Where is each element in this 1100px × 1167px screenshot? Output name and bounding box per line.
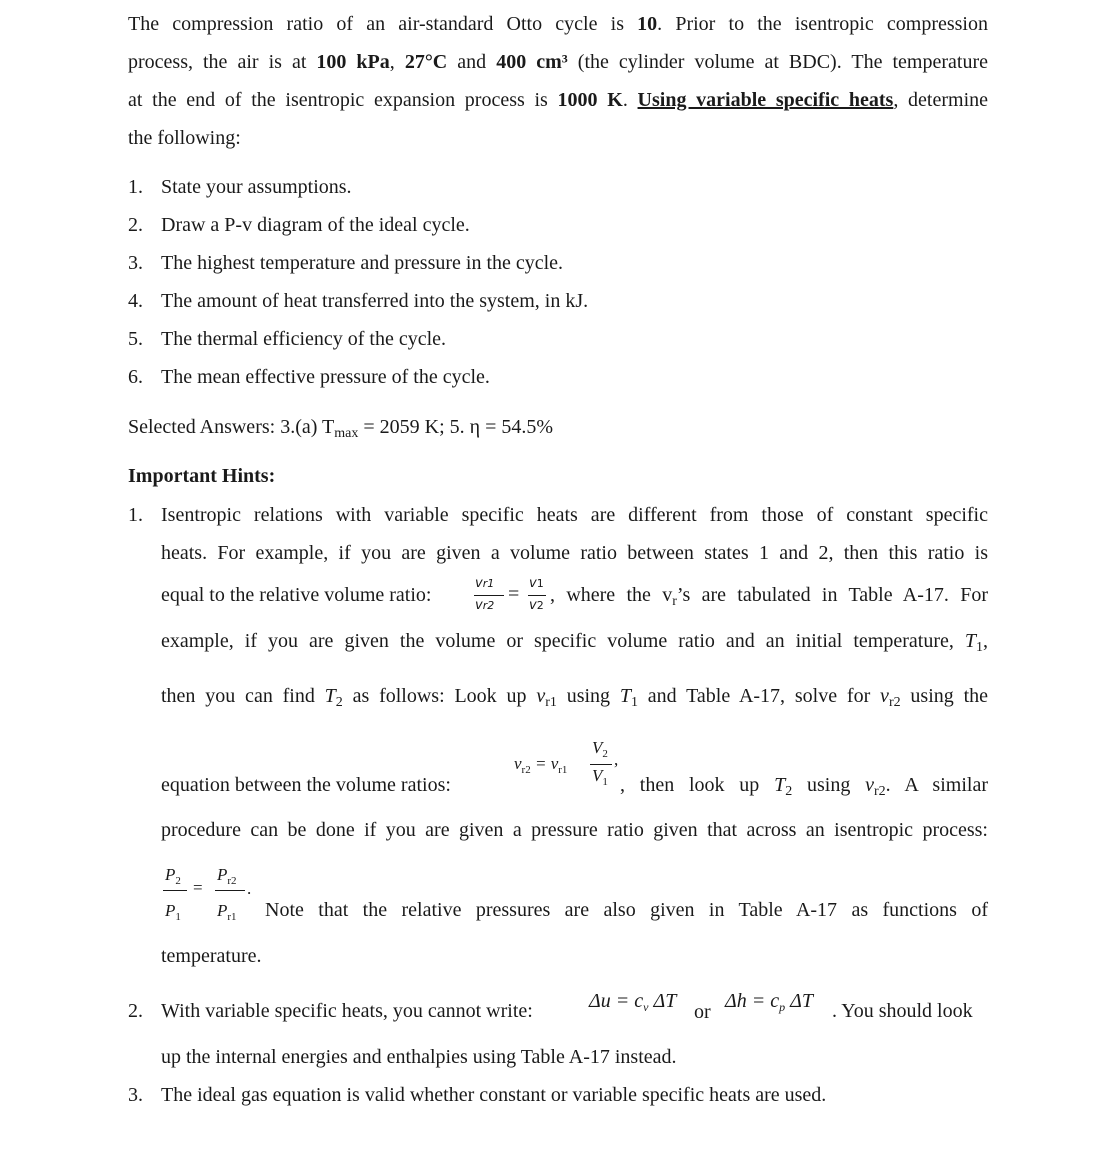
hint-2-text-start: With variable specific heats, you cannot write: [161, 1000, 533, 1022]
question-6-number: 6. [128, 366, 143, 388]
question-2-number: 2. [128, 214, 143, 236]
question-1-text: State your assumptions. [161, 176, 352, 198]
fraction-denominator: $P_{r1}$ [217, 901, 237, 923]
fraction-denominator: $V_1$ [592, 766, 608, 788]
internal-energy-equation: $\Delta u = c_v$ ΔT [589, 990, 677, 1014]
enthalpy-equation: $\Delta h = c_p$ ΔT [725, 990, 813, 1014]
fraction-bar [215, 890, 245, 891]
equals-sign: = [193, 878, 203, 897]
hint-1-line-8: Note that the relative pressures are also given in Table A-17 as functions of [265, 899, 988, 921]
question-2-text: Draw a P-v diagram of the ideal cycle. [161, 214, 470, 236]
problem-line-3: at the end of the isentropic expansion process is 1000 K. Using variable specific heats, determine [128, 89, 989, 111]
equation-lhs: $v_{r2} = v_{r1}$ [514, 754, 568, 776]
hint-1-number: 1. [128, 504, 143, 526]
fraction-bar [474, 595, 504, 596]
hint-2-line-2: up the internal energies and enthalpies using Table A-17 instead. [161, 1046, 677, 1068]
question-4-text: The amount of heat transferred into the system, in kJ. [161, 290, 589, 312]
selected-answers: Selected Answers: 3.(a) $T_{max} = 2059$ K; 5. η = 54.5% [128, 416, 554, 441]
relative-volume-fraction [471, 576, 511, 616]
hint-1-line-3-start: equal to the relative volume ratio: [161, 584, 432, 606]
fraction-numerator: $P_{r2}$ [217, 865, 237, 887]
hint-2-text-end: . You should look [832, 1000, 973, 1022]
fraction-bar [590, 764, 612, 765]
hint-1-line-5: then you can find $T_2$ as follows: Look up $v_{r1}$ using $T_1$ and Table A-17, solve for $v_{r2}$ using the [161, 685, 989, 710]
hint-1-line-9: temperature. [161, 945, 262, 967]
or-text: or [694, 1001, 711, 1023]
problem-line-2: process, the air is at 100 kPa, 27°C and 400 cm³ (the cylinder volume at BDC). The temperature [128, 51, 988, 73]
volume-ratio-equation [514, 738, 624, 790]
hint-1-line-4: example, if you are given the volume or specific volume ratio and an initial temperature, $T_1$, [161, 630, 988, 655]
question-5-text: The thermal efficiency of the cycle. [161, 328, 447, 350]
equation-period: . [247, 879, 252, 898]
hint-1-line-3-end: , where the $v_r’s$ are tabulated in Table A-17. For [550, 584, 988, 609]
question-4-number: 4. [128, 290, 143, 312]
hint-1-line-6-end: , then look up $T_2$ using $v_{r2}$. A similar [620, 774, 988, 799]
question-5-number: 5. [128, 328, 143, 350]
equation-comma: , [614, 750, 619, 769]
question-6-text: The mean effective pressure of the cycle. [161, 366, 490, 388]
pressure-ratio-equation [161, 865, 271, 925]
fraction-denominator: $P_1$ [165, 901, 181, 923]
question-3-number: 3. [128, 252, 143, 274]
fraction-numerator: v1 [529, 576, 544, 591]
hint-1-line-6-start: equation between the volume ratios: [161, 774, 451, 796]
fraction-numerator: vr1 [475, 576, 495, 591]
fraction-numerator: $V_2$ [592, 738, 608, 760]
hint-1-line-1: Isentropic relations with variable specific heats are different from those of constant specific [161, 504, 988, 526]
fraction-bar [528, 595, 546, 596]
hints-heading: Important Hints: [128, 465, 276, 487]
fraction-bar [163, 890, 187, 891]
hint-3-number: 3. [128, 1084, 143, 1106]
problem-line-1: The compression ratio of an air-standard Otto cycle is 10. Prior to the isentropic compression [128, 13, 988, 35]
volume-fraction [526, 576, 550, 616]
hint-2-number: 2. [128, 1000, 143, 1022]
equals-sign: = [508, 583, 520, 605]
fraction-numerator: $P_2$ [165, 865, 181, 887]
question-3-text: The highest temperature and pressure in the cycle. [161, 252, 564, 274]
fraction-denominator: v2 [529, 598, 544, 613]
hint-3-text: The ideal gas equation is valid whether constant or variable specific heats are used. [161, 1084, 827, 1106]
hint-1-line-2: heats. For example, if you are given a volume ratio between states 1 and 2, then this ratio is [161, 542, 988, 564]
question-1-number: 1. [128, 176, 143, 198]
problem-line-4: the following: [128, 127, 241, 149]
fraction-denominator: vr2 [475, 598, 495, 613]
hint-1-line-7: procedure can be done if you are given a pressure ratio given that across an isentropic process: [161, 819, 988, 841]
